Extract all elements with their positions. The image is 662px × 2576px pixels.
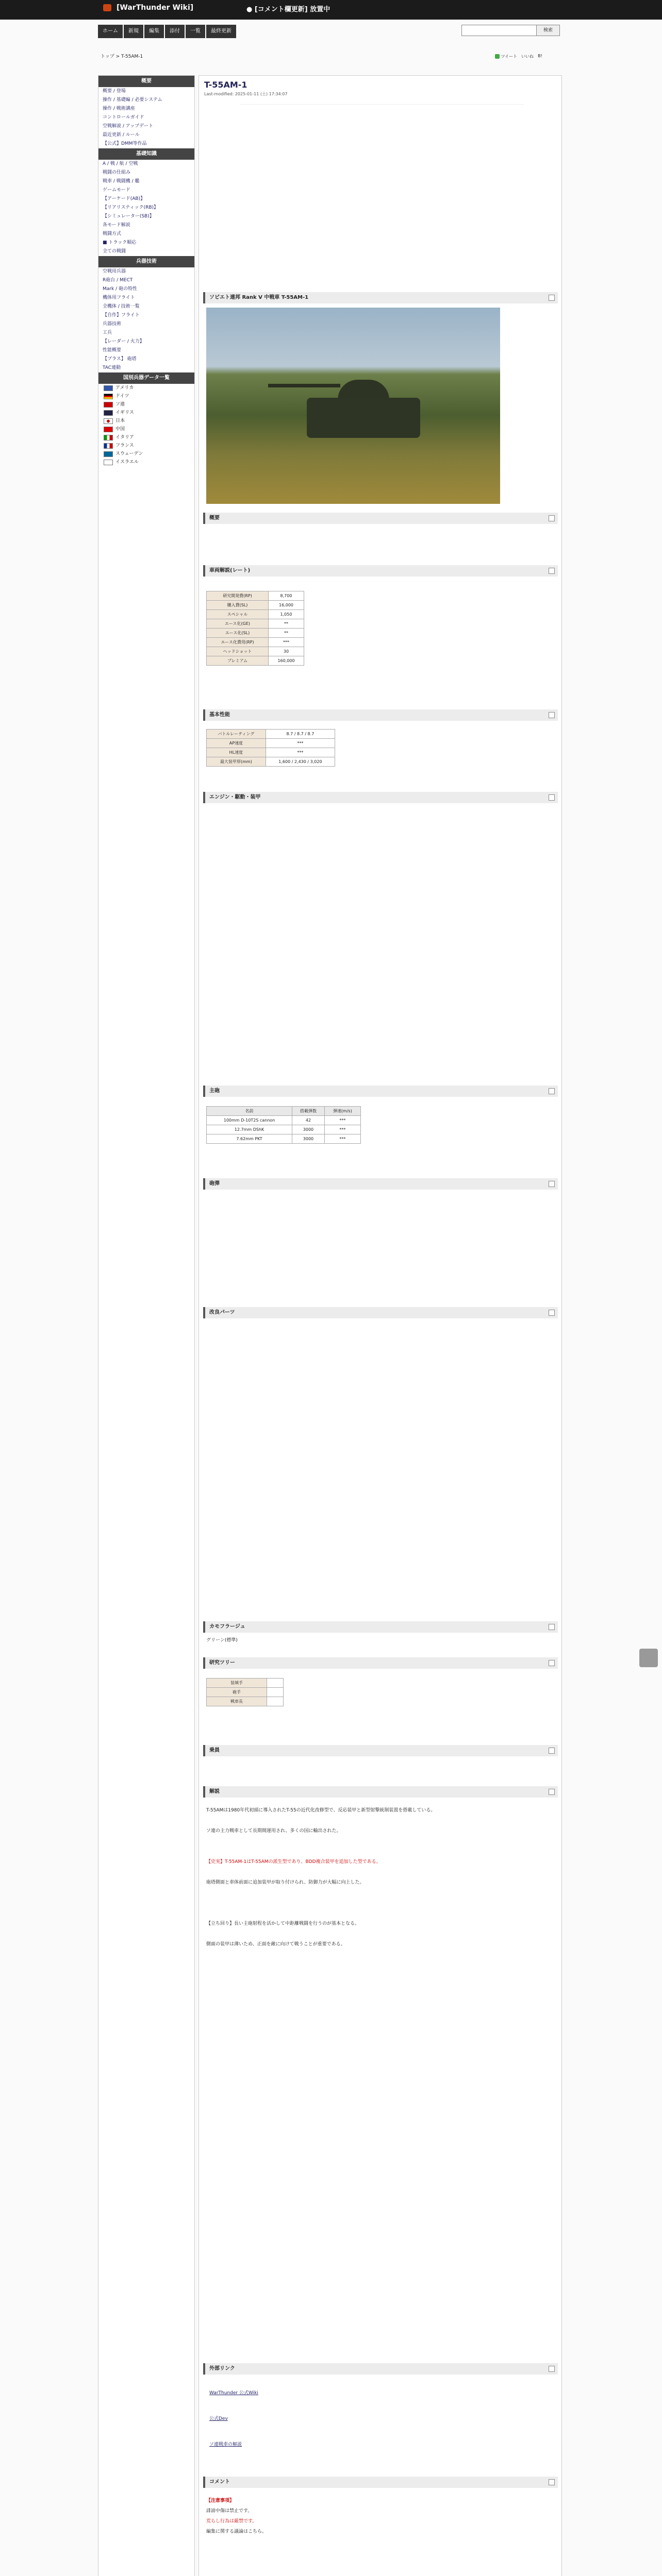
page-title: T-55AM-1 <box>204 80 247 90</box>
battle-label: AP速度 <box>207 739 266 748</box>
nav-attach[interactable]: 添付 <box>165 25 185 38</box>
history-para: 【史実】T-55AM-1はT-55AMの派生型であり、BDD複合装甲を追加した型である。 <box>206 1859 381 1865</box>
nation-china[interactable]: 中国 <box>98 425 194 433</box>
sidebar-link[interactable]: 【自作】フライト <box>103 313 140 318</box>
site-title: [WarThunder Wiki] <box>117 4 194 12</box>
site-logo[interactable] <box>98 1 222 14</box>
ext-link[interactable]: WarThunder 公式Wiki <box>209 2391 258 2396</box>
section-battle: 基本性能 <box>203 709 558 721</box>
br-label: 研究開発費(RP) <box>207 591 269 601</box>
ext-link[interactable]: ソ連戦車の解説 <box>209 2442 242 2447</box>
hatena-button[interactable]: B! <box>538 54 542 58</box>
nation-france[interactable]: フランス <box>98 442 194 450</box>
br-label: スペシャル <box>207 610 269 619</box>
flag-icon <box>104 402 113 408</box>
sidebar-link[interactable]: 工兵 <box>103 330 112 335</box>
ammo-header: 名前 <box>207 1107 292 1116</box>
nation-ussr[interactable]: ソ連 <box>98 400 194 409</box>
sidebar-link[interactable]: ■ トラック順応 <box>103 240 137 245</box>
section-br: 車両解説(レート) <box>203 565 558 577</box>
crew-role: 装填手 <box>207 1679 267 1688</box>
camo-text: グリーン(標準) <box>206 1638 238 1643</box>
sidebar-link[interactable]: 【リアリスティック(RB)】 <box>103 205 159 210</box>
nav-recent[interactable]: 最終更新 <box>206 25 236 38</box>
nav-menu <box>98 25 278 38</box>
edit-icon[interactable] <box>549 1789 555 1795</box>
site-notice[interactable]: ● [コメント欄更新] 放置中 <box>246 6 330 13</box>
section-vehicle-header: ソビエト連邦 Rank V 中戦車 T-55AM-1 <box>203 292 558 303</box>
section-links: 外部リンク <box>203 2363 558 2375</box>
edit-icon[interactable] <box>549 712 555 718</box>
flag-icon <box>104 435 113 440</box>
br-value: 160,000 <box>269 656 304 666</box>
sidebar-link[interactable]: 操作 / 戦術講座 <box>103 106 135 111</box>
nation-uk[interactable]: イギリス <box>98 409 194 417</box>
crew-table <box>206 1678 284 1706</box>
section-overview: 概要 <box>203 513 558 524</box>
ammo-cell: 12.7mm DShK <box>207 1125 292 1134</box>
sidebar-link[interactable]: 全ての戦闘 <box>103 249 126 254</box>
like-button[interactable]: いいね <box>521 54 534 59</box>
sidebar-heading: 兵器技術 <box>98 256 194 267</box>
tweet-button[interactable]: ツイート <box>495 54 517 59</box>
sidebar-heading: 基礎知識 <box>98 148 194 160</box>
br-table <box>206 591 304 666</box>
logo-icon <box>103 4 111 11</box>
br-label: エース化(GE) <box>207 619 269 629</box>
nation-israel[interactable]: イスラエル <box>98 458 194 466</box>
edit-icon[interactable] <box>549 1660 555 1666</box>
flag-icon <box>104 451 113 457</box>
sidebar-link[interactable]: 全機体 / 技術一覧 <box>103 304 140 309</box>
edit-icon[interactable] <box>549 1181 555 1187</box>
ammo-header: 弾速(m/s) <box>324 1107 360 1116</box>
nation-sweden[interactable]: スウェーデン <box>98 450 194 458</box>
sidebar-link[interactable]: A / 戦 / 航 / 空戦 <box>103 161 138 166</box>
section-mods: 改良パーツ <box>203 1307 558 1318</box>
section-camo: カモフラージュ <box>203 1621 558 1633</box>
ammo-cell: *** <box>324 1134 360 1144</box>
crew-value <box>267 1697 284 1706</box>
top-bar <box>0 0 662 20</box>
ammo-table <box>206 1106 361 1144</box>
breadcrumb[interactable]: トップ > T-55AM-1 <box>101 54 143 59</box>
flag-icon <box>104 385 113 391</box>
br-label: エース化(SL) <box>207 629 269 638</box>
edit-icon[interactable] <box>549 295 555 301</box>
sidebar-link[interactable]: 【レーダー / 火力】 <box>103 339 144 344</box>
sidebar-link[interactable]: R砲台 / MECT <box>103 278 133 283</box>
sidebar-link[interactable]: コントロールガイド <box>103 115 144 120</box>
sidebar-link[interactable]: 兵器技術 <box>103 321 122 327</box>
main-content <box>198 75 562 2576</box>
sidebar-link[interactable]: ゲームモード <box>103 188 130 193</box>
br-label: プレミアム <box>207 656 269 666</box>
section-weapons: 主砲 <box>203 1086 558 1097</box>
nav-home[interactable]: ホーム <box>98 25 123 38</box>
br-value: 1,050 <box>269 610 304 619</box>
history-para: 【立ち回り】長い主砲射程を活かして中距離戦闘を行うのが基本となる。 <box>206 1921 360 1926</box>
br-value: *** <box>269 638 304 647</box>
sidebar-link[interactable]: 空戦用兵器 <box>103 269 126 274</box>
nation-germany[interactable]: ドイツ <box>98 392 194 400</box>
edit-icon[interactable] <box>549 794 555 801</box>
flag-icon <box>104 460 113 465</box>
section-research: 研究ツリー <box>203 1657 558 1669</box>
sidebar-link[interactable]: 最近更新 / ルール <box>103 132 140 138</box>
br-value: ** <box>269 629 304 638</box>
ammo-cell: *** <box>324 1116 360 1125</box>
last-modified: Last-modified: 2025-01-11 (土) 17:34:07 <box>204 92 288 96</box>
nav-new[interactable]: 新規 <box>124 25 143 38</box>
search-button[interactable]: 検索 <box>536 25 560 36</box>
history-para: 砲塔側面と車体前面に追加装甲が取り付けられ、防御力が大幅に向上した。 <box>206 1880 365 1885</box>
share-icon <box>495 54 500 59</box>
nation-japan[interactable]: 日本 <box>98 417 194 425</box>
nav-edit[interactable]: 編集 <box>144 25 164 38</box>
comment-note: 編集に関する議論はこちら。 <box>206 2529 267 2534</box>
edit-icon[interactable] <box>549 515 555 521</box>
scroll-top-button[interactable] <box>639 1649 658 1667</box>
battle-value: *** <box>266 748 335 757</box>
sidebar-link[interactable]: 戦闘方式 <box>103 231 122 236</box>
tank-gun <box>268 384 340 387</box>
sidebar-link[interactable]: 戦闘の仕組み <box>103 170 131 175</box>
vehicle-photo <box>206 308 500 504</box>
br-value: 30 <box>269 647 304 656</box>
history-para: T-55AMは1980年代初頭に導入されたT-55の近代化改修型で、反応装甲と新型射撃統制装置を搭載している。 <box>206 1808 436 1813</box>
flag-icon <box>104 394 113 399</box>
flag-icon <box>104 427 113 432</box>
sidebar-link[interactable]: TAC連動 <box>103 365 121 370</box>
battle-value: 1,600 / 2,430 / 3,020 <box>266 757 335 767</box>
comment-note: 【注意事項】 <box>206 2498 235 2503</box>
flag-icon <box>104 410 113 416</box>
edit-icon[interactable] <box>549 2479 555 2485</box>
br-label: 購入費(SL) <box>207 601 269 610</box>
edit-icon[interactable] <box>549 1624 555 1630</box>
battle-label: HL速度 <box>207 748 266 757</box>
edit-icon[interactable] <box>549 1310 555 1316</box>
sidebar-link[interactable]: Mark / 砲の特性 <box>103 286 137 292</box>
nation-italy[interactable]: イタリア <box>98 433 194 442</box>
br-label: エース化費用(RP) <box>207 638 269 647</box>
battle-label: 最大装甲厚(mm) <box>207 757 266 767</box>
edit-icon[interactable] <box>549 2366 555 2372</box>
sidebar-link[interactable]: 空戦解説 / アップデート <box>103 124 154 129</box>
crew-role: 戦車長 <box>207 1697 267 1706</box>
ammo-cell: *** <box>324 1125 360 1134</box>
sidebar-link[interactable]: 操作 / 基礎編 / 必要システム <box>103 97 162 103</box>
sidebar-link[interactable]: 戦車 / 戦闘機 / 艦 <box>103 179 140 184</box>
section-comments: コメント <box>203 2477 558 2488</box>
ammo-cell: 7.62mm PKT <box>207 1134 292 1144</box>
sidebar-link[interactable]: 性能概要 <box>103 348 122 353</box>
section-structure: エンジン・駆動・装甲 <box>203 792 558 803</box>
crew-value <box>267 1679 284 1688</box>
sidebar-link[interactable]: 概要 / 登場 <box>103 89 126 94</box>
sidebar-link[interactable]: 【プラス】 砲塔 <box>103 357 137 362</box>
sidebar-link[interactable]: 機体用フライト <box>103 295 135 300</box>
battle-label: バトルレーティング <box>207 730 266 739</box>
battle-value: *** <box>266 739 335 748</box>
section-history: 解説 <box>203 1786 558 1798</box>
comment-note: 荒らし行為は厳禁です。 <box>206 2519 257 2524</box>
sidebar-heading: 国別兵器データ一覧 <box>98 372 194 384</box>
edit-icon[interactable] <box>549 1748 555 1754</box>
section-ammo: 砲弾 <box>203 1178 558 1190</box>
section-crew: 乗員 <box>203 1745 558 1756</box>
history-para: ソ連の主力戦車として長期間運用され、多くの国に輸出された。 <box>206 1828 341 1834</box>
sidebar-link[interactable]: 【公式】DMM等作品 <box>103 141 147 146</box>
nav-list[interactable]: 一覧 <box>186 25 205 38</box>
ammo-header: 搭載弾数 <box>292 1107 325 1116</box>
flag-icon <box>104 418 113 424</box>
br-value: 8,700 <box>269 591 304 601</box>
ammo-cell: 42 <box>292 1116 325 1125</box>
flag-icon <box>104 443 113 449</box>
history-para: 側面の装甲は薄いため、正面を敵に向けて戦うことが重要である。 <box>206 1942 345 1947</box>
comment-note: 誹謗中傷は禁止です。 <box>206 2509 253 2514</box>
edit-icon[interactable] <box>549 568 555 574</box>
br-value: ** <box>269 619 304 629</box>
sidebar-heading: 概要 <box>98 76 194 87</box>
nation-usa[interactable]: アメリカ <box>98 384 194 392</box>
share-bar <box>495 54 542 59</box>
sidebar-link[interactable]: 【シミュレーター(SB)】 <box>103 214 154 219</box>
ext-link[interactable]: 公式Dev <box>209 2416 228 2421</box>
battle-table <box>206 729 335 767</box>
br-label: ヘッドショット <box>207 647 269 656</box>
crew-value <box>267 1688 284 1697</box>
edit-icon[interactable] <box>549 1088 555 1094</box>
ammo-cell: 100mm D-10T2S cannon <box>207 1116 292 1125</box>
ad-area <box>240 104 524 166</box>
ammo-cell: 3000 <box>292 1134 325 1144</box>
tank-hull <box>307 398 420 438</box>
sidebar <box>98 75 195 2576</box>
sidebar-link[interactable]: 各モード解説 <box>103 223 130 228</box>
battle-value: 8.7 / 8.7 / 8.7 <box>266 730 335 739</box>
ammo-cell: 3000 <box>292 1125 325 1134</box>
br-value: 16,000 <box>269 601 304 610</box>
crew-role: 砲手 <box>207 1688 267 1697</box>
sidebar-link[interactable]: 【アーケード(AB)】 <box>103 196 145 201</box>
